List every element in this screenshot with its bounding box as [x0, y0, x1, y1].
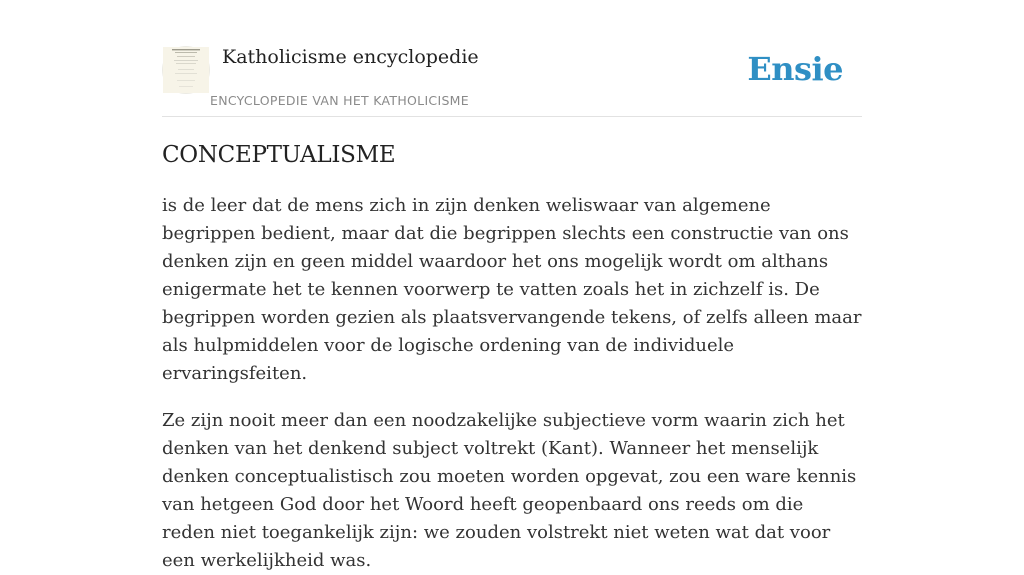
book-subtitle: ENCYCLOPEDIE VAN HET KATHOLICISME — [210, 93, 469, 108]
site-header — [162, 40, 862, 117]
article-paragraph-2: Ze zijn nooit meer dan een noodzakelijke subjectieve vorm waarin zich het denken van het denkend subject voltrekt (Kant). Wanneer het menselijk denken conceptualistisch zou moeten worden opgevat, zou een ware kennis van hetgeen God door het Woord heeft geopenbaard ons reeds om die reden niet toegankelijk zijn: we zouden volstrekt niet weten wat dat voor een werkelijkheid was. — [162, 410, 857, 571]
book-title[interactable]: Katholicisme encyclopedie — [222, 46, 479, 68]
article — [162, 138, 862, 575]
article-headword: CONCEPTUALISME — [162, 142, 396, 168]
ensie-logo-link[interactable]: Ensie — [747, 50, 843, 88]
book-cover-icon — [163, 47, 209, 93]
book-cover-thumbnail[interactable] — [162, 46, 210, 94]
article-paragraph-1: is de leer dat de mens zich in zijn denken weliswaar van algemene begrippen bedient, maar dat die begrippen slechts een constructie van ons denken zijn en geen middel waardoor het ons mogelijk wordt om althans enigermate het te kennen voorwerp te vatten zoals het in zichzelf is. De begrippen worden gezien als plaatsvervangende tekens, of zelfs alleen maar als hulpmiddelen voor de logische ordening van de individuele ervaringsfeiten. — [162, 195, 862, 384]
